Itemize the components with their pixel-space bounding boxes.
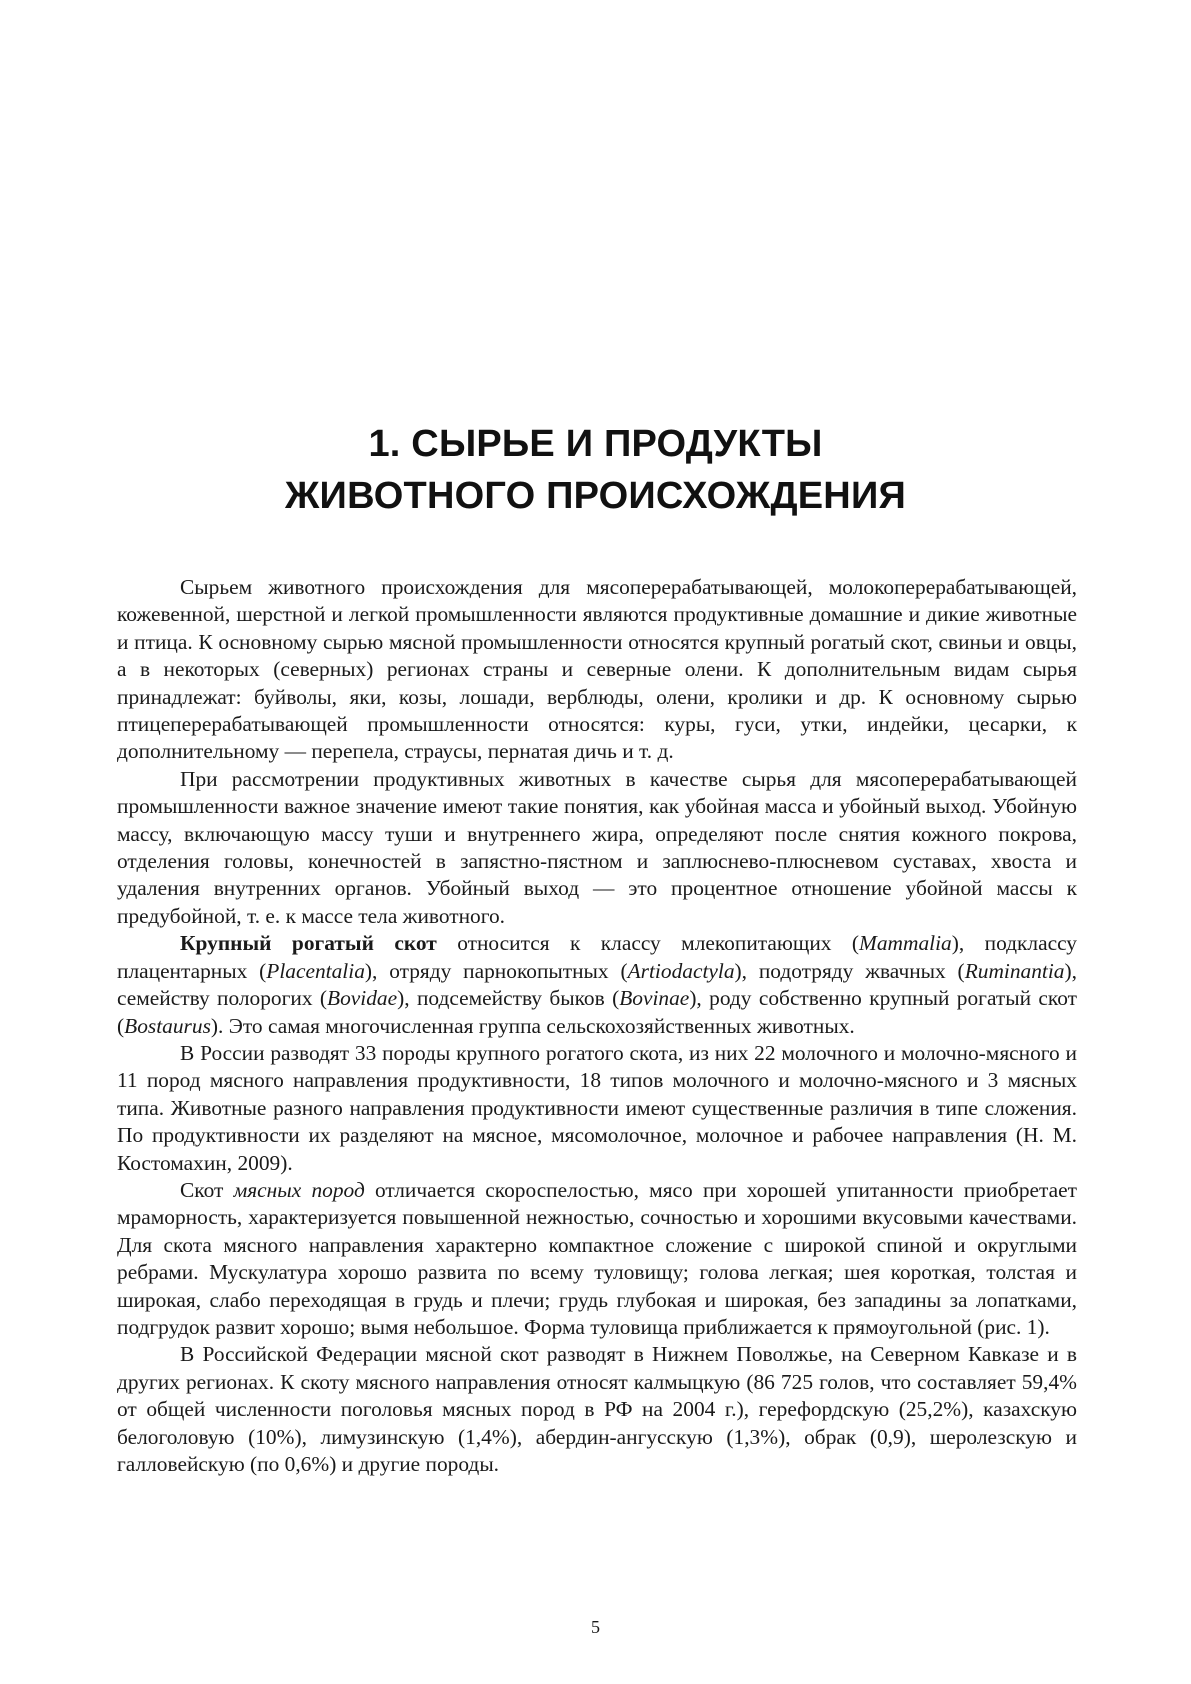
text-span: ), подклассу плацентарных ( xyxy=(117,931,1077,983)
text-span: ), подотряду жвачных ( xyxy=(734,958,965,983)
latin-term: Placentalia xyxy=(266,958,365,983)
latin-term: Bovinae xyxy=(619,986,690,1011)
text-span: относится к классу млекопитающих ( xyxy=(436,931,860,956)
latin-term: Bostaurus xyxy=(124,1013,211,1038)
paragraph-cattle-taxonomy xyxy=(117,930,1077,1040)
latin-term: Artiodactyla xyxy=(627,958,735,983)
latin-term: Bovidae xyxy=(327,986,398,1011)
chapter-title xyxy=(0,418,1191,522)
chapter-title-line-1: 1. СЫРЬЕ И ПРОДУКТЫ xyxy=(368,423,823,465)
text-span: ). Это самая многочисленная группа сельскохозяйственных животных. xyxy=(210,1013,855,1038)
text-span: ), отряду парнокопытных ( xyxy=(364,958,628,983)
latin-term: Mammalia xyxy=(859,931,952,956)
text-span: ), семейству полорогих ( xyxy=(117,958,1077,1011)
paragraph-russia-breeds: В России разводят 33 породы крупного рогатого скота, из них 22 молочного и молочно-мясного и 11 пород мясного направления продуктивности, 18 типов молочного и молочно-мясного и 3 мясных типа. Животные разного направления продуктивности имеют существенные различия в типе сложения. По продуктивности их разделяют на мясное, мясомолочное, молочное и рабочее направления (Н. М. Костомахин, 2009). xyxy=(117,1040,1077,1175)
text-span: ), подсемейству быков ( xyxy=(397,986,620,1011)
paragraph-rf-meat-cattle: В Российской Федерации мясной скот разводят в Нижнем Поволжье, на Северном Кавказе и в других регионах. К скоту мясного направления относят калмыцкую (86 725 голов, что составляет 59,4% от общей численности поголовья мясных пород в РФ на 2004 г.), герефордскую (25,2%), казахскую белоголовую (10%), лимузинскую (1,4%), абердин-ангусскую (1,3%), обрак (0,9), шеролезскую и галловейскую (по 0,6%) и другие породы. xyxy=(117,1342,1077,1476)
text-span: Скот xyxy=(180,1177,234,1202)
paragraph-meat-breeds xyxy=(117,1177,1077,1341)
paragraph-slaughter-weight: При рассмотрении продуктивных животных в качестве сырья для мясоперерабатывающей промышленности важное значение имеют такие понятия, как убойная масса и убойный выход. Убойную массу, включающую массу туши и внутреннего жира, определяют после снятия кожного покрова, отделения головы, конечностей в запястно-пястном и заплюснево-плюсневом суставах, хвоста и удаления внутренних органов. Убойный выход — это процентное отношение убойной массы к предубойной, т. е. к массе тела животного. xyxy=(117,766,1077,928)
italic-term: мясных пород xyxy=(233,1177,365,1202)
latin-term: Ruminantia xyxy=(964,958,1065,983)
text-span: ), роду собственно крупный рогатый скот ( xyxy=(117,986,1077,1038)
body-text xyxy=(117,574,1077,1478)
chapter-title-line-2: ЖИВОТНОГО ПРОИСХОЖДЕНИЯ xyxy=(285,475,906,517)
page-number: 5 xyxy=(591,1617,600,1637)
paragraph-raw-materials: Сырьем животного происхождения для мясоперерабатывающей, молокоперерабатывающей, кожевенной, шерстной и легкой промышленности являются продуктивные домашние и дикие животные и птица. К основному сырью мясной промышленности относятся крупный рогатый скот, свиньи и овцы, а в некоторых (северных) регионах страны и северные олени. К дополнительным видам сырья принадлежат: буйволы, яки, козы, лошади, верблюды, олени, кролики и др. К основному сырью птицеперерабатывающей промышленности относятся: куры, гуси, утки, индейки, цесарки, к дополнительному — перепела, страусы, пернатая дичь и т. д. xyxy=(117,575,1077,764)
text-span: отличается скороспелостью, мясо при хорошей упитанности приобретает мраморность, характеризуется повышенной нежностью, сочностью и хорошими вкусовыми качествами. Для скота мясного направления характерно компактное сложение с широкой спиной и округлыми ребрами. Мускулатура хорошо развита по всему туловищу; голова легкая; шея короткая, толстая и широкая, слабо переходящая в грудь и плечи; грудь глубокая и широкая, без западины за лопатками, подгрудок развит хорошо; вымя небольшое. Форма туловища приближается к прямоугольной (рис. 1). xyxy=(117,1177,1077,1339)
term-cattle: Крупный рогатый скот xyxy=(180,931,437,956)
